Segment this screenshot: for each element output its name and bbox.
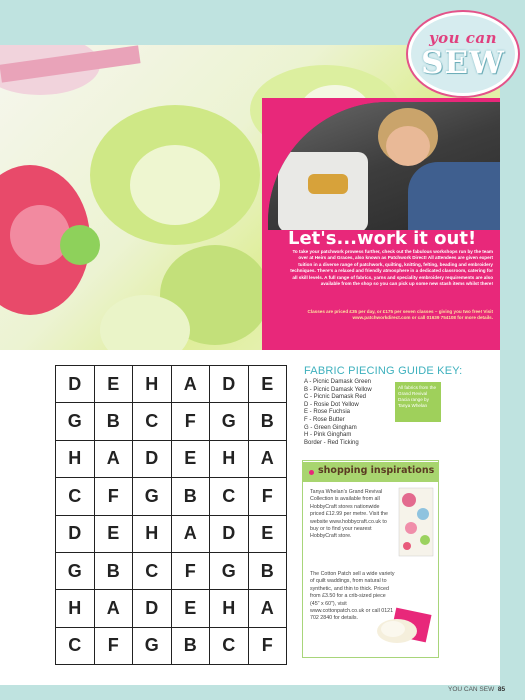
bullet-icon xyxy=(309,470,314,475)
grid-cell: G xyxy=(56,552,95,589)
grid-cell: D xyxy=(56,515,95,552)
grid-row xyxy=(56,478,287,515)
grid-cell: E xyxy=(94,366,133,403)
grid-cell: B xyxy=(248,403,287,440)
grid-cell: C xyxy=(56,478,95,515)
key-item: A - Picnic Damask Green xyxy=(304,379,372,385)
grid-cell: A xyxy=(248,590,287,627)
page-number: 85 xyxy=(497,686,506,693)
sewing-photo xyxy=(268,102,500,230)
shopping-text-hobbycraft: Tanya Whelan's Grand Revival Collection is available from all HobbyCraft stores nationwide priced £12.99 per metre. Visit the website www.hobbycraft.co.uk to buy or to find your nearest HobbyCraft store. xyxy=(310,489,388,540)
grid-row xyxy=(56,515,287,552)
grid-cell: A xyxy=(171,515,210,552)
grid-cell: B xyxy=(248,552,287,589)
grid-cell: D xyxy=(133,590,172,627)
grid-cell: A xyxy=(248,440,287,477)
grid-cell: D xyxy=(210,366,249,403)
grid-cell: G xyxy=(210,403,249,440)
grid-cell: H xyxy=(210,440,249,477)
grid-cell: F xyxy=(248,478,287,515)
you-can-sew-badge xyxy=(408,12,518,96)
grid-cell: A xyxy=(94,590,133,627)
key-item: E - Rose Fuchsia xyxy=(304,409,351,416)
grid-cell: G xyxy=(210,552,249,589)
fabric-note: All fabrics from the Grand Revival Dacia range by Tanya Whelan xyxy=(395,382,441,422)
key-item: C - Picnic Damask Red xyxy=(304,394,367,401)
feature-price: Classes are priced £35 per day, or £175 per seven classes – giving you two free! Visit www.patchworkdirect.com or call 01639 754108 for more details. xyxy=(307,309,493,321)
grid-cell: G xyxy=(133,478,172,515)
grid-cell: E xyxy=(248,366,287,403)
wadding-image xyxy=(375,607,433,645)
grid-cell: E xyxy=(248,515,287,552)
grid-cell: B xyxy=(171,627,210,664)
grid-cell: B xyxy=(94,403,133,440)
key-item: F - Rose Butter xyxy=(304,416,345,423)
grid-cell: F xyxy=(171,552,210,589)
grid-cell: H xyxy=(56,590,95,627)
feature-body: To take your patchwork prowess further, check out the fabulous workshops run by the team over at Heirs and Graces, also known as Patchwork Direct! All attendees are given expert tuition in a diverse range of patchwork, quilting, knitting, felting, beading and embroidery techniques. There's a relaxed and friendly atmosphere in a dedicated classroom, catering for all skill levels. A full range of fabrics, yarns and speciality embroidery requirements are also available from the shop so you can pick up some new stash items whilst there! xyxy=(290,249,493,287)
page-footer xyxy=(448,686,505,693)
grid-cell: H xyxy=(210,590,249,627)
key-item: G - Green Gingham xyxy=(304,424,357,431)
grid-cell: A xyxy=(94,440,133,477)
grid-cell: H xyxy=(56,440,95,477)
grid-cell: E xyxy=(171,590,210,627)
grid-cell: F xyxy=(94,478,133,515)
grid-row xyxy=(56,403,287,440)
grid-cell: C xyxy=(210,627,249,664)
grid-cell: F xyxy=(94,627,133,664)
grid-row xyxy=(56,552,287,589)
grid-cell: F xyxy=(248,627,287,664)
key-item: H - Pink Gingham xyxy=(304,432,352,439)
grid-cell: D xyxy=(133,440,172,477)
grid-row xyxy=(56,366,287,403)
feature-title: Let's...work it out! xyxy=(288,228,477,249)
grid-cell: C xyxy=(133,403,172,440)
shopping-text-cotton-patch: The Cotton Patch sell a wide variety of quilt waddings, from natural to synthetic, and thin to thick. Priced from £3.50 for a crib-sized piece (45" x 60"), visit www.cottonpatch.co.uk or call 0121 702 2840 for details. xyxy=(310,571,395,622)
grid-cell: B xyxy=(171,478,210,515)
grid-cell: C xyxy=(133,552,172,589)
grid-cell: H xyxy=(133,366,172,403)
key-item: D - Rosie Dot Yellow xyxy=(304,401,359,408)
grid-cell: G xyxy=(56,403,95,440)
grid-cell: G xyxy=(133,627,172,664)
grid-cell: A xyxy=(171,366,210,403)
footer-label: YOU CAN SEW xyxy=(448,686,495,693)
key-title: FABRIC PIECING GUIDE KEY: xyxy=(304,365,463,377)
key-item: Border - Red Ticking xyxy=(304,439,359,446)
grid-cell: D xyxy=(56,366,95,403)
grid-row xyxy=(56,590,287,627)
grid-cell: B xyxy=(94,552,133,589)
grid-cell: C xyxy=(56,627,95,664)
grid-cell: H xyxy=(133,515,172,552)
badge-line2: SEW xyxy=(421,45,505,81)
fabric-swatch-image xyxy=(397,486,437,558)
shopping-title: shopping inspirations xyxy=(318,465,435,476)
key-list xyxy=(304,379,372,447)
piecing-grid xyxy=(55,365,287,665)
grid-cell: E xyxy=(171,440,210,477)
grid-cell: C xyxy=(210,478,249,515)
grid-cell: E xyxy=(94,515,133,552)
badge-line1: you can xyxy=(428,29,498,47)
grid-cell: D xyxy=(210,515,249,552)
grid-cell: F xyxy=(171,403,210,440)
key-item: B - Picnic Damask Yellow xyxy=(304,386,372,393)
grid-row xyxy=(56,627,287,664)
grid-row xyxy=(56,440,287,477)
